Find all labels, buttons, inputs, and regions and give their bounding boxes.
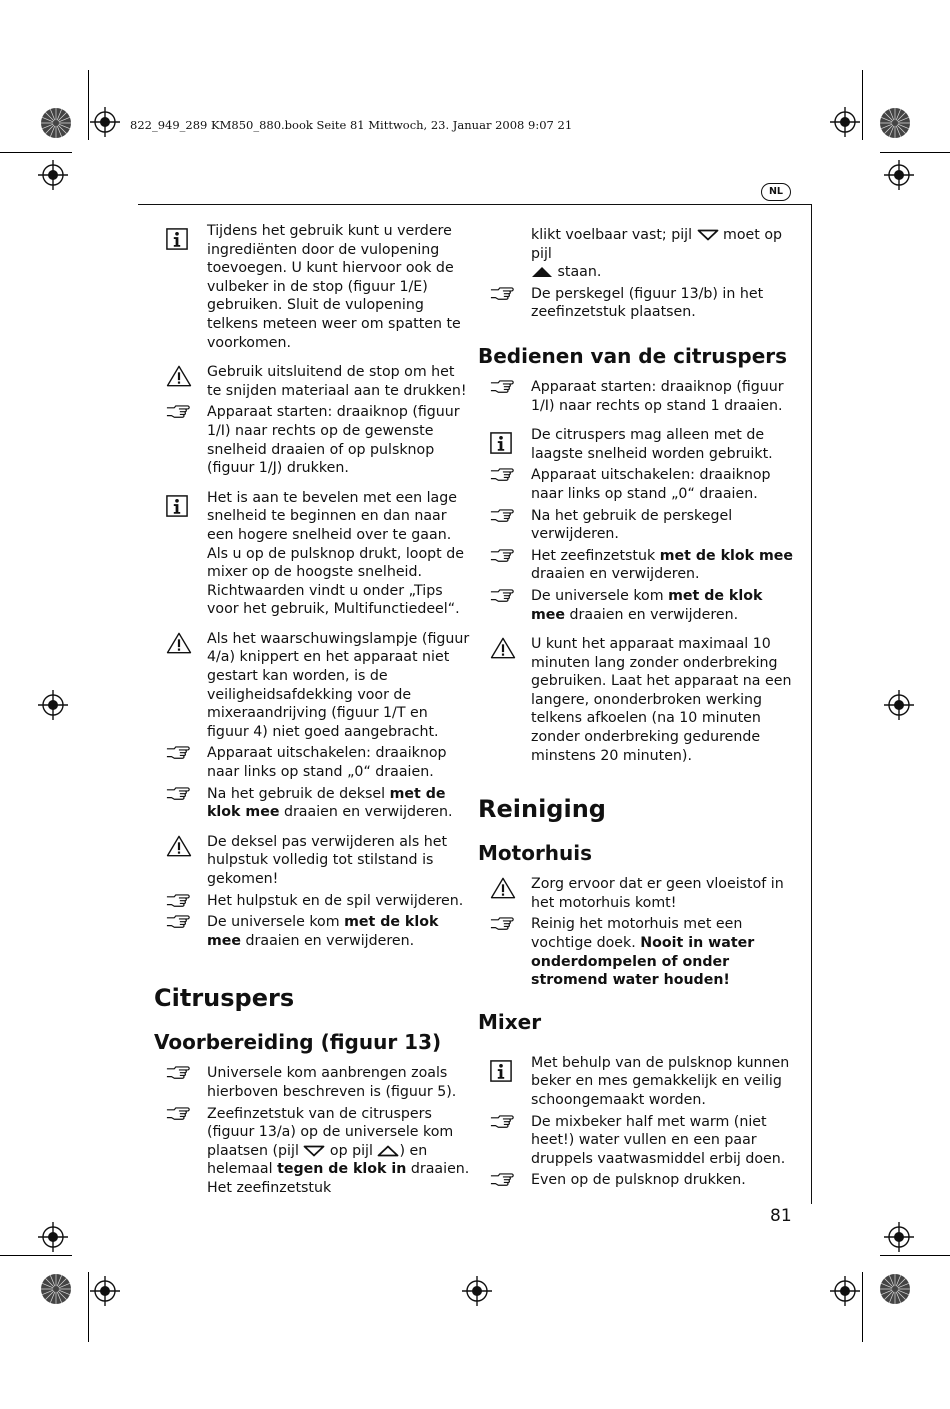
hand-pointer-icon: [490, 548, 514, 563]
arrow-up-triangle-icon: [377, 1145, 399, 1157]
language-badge: NL: [761, 183, 791, 201]
list-item: Na het gebruik de perskegel verwijderen.: [478, 507, 794, 544]
color-wheel-icon: [879, 1273, 911, 1305]
registration-mark-icon: [884, 690, 914, 720]
hand-pointer-icon: [490, 1172, 514, 1187]
heading-voorbereiding: Voorbereiding (figuur 13): [154, 1030, 442, 1055]
hand-pointer-icon: [490, 1114, 514, 1129]
heading-bedienen: Bedienen van de citruspers: [478, 343, 788, 368]
list-item: Als het waarschuwingslampje (figuur 4/a) knippert en het apparaat niet gestart kan worden, is de veiligheidsafdekking voor de mixeraandrijving (figuur 1/T en figuur 4) niet goed aangebracht.: [154, 630, 470, 742]
print-header: 822_949_289 KM850_880.book Seite 81 Mittwoch, 23. Januar 2008 9:07 21: [130, 118, 573, 132]
list-item: Zorg ervoor dat er geen vloeistof in het motorhuis komt!: [478, 875, 794, 912]
list-item: Het is aan te bevelen met een lage snelheid te beginnen en dan naar een hogere snelheid over te gaan. Als u op de pulsknop drukt, loopt de mixer op de hoogste snelheid. Richtwaarden vindt u onder „Tips voor het gebruik, Multifunctiedeel“.: [154, 489, 470, 619]
list-item: De citruspers mag alleen met de laagste snelheid worden gebruikt.: [478, 426, 794, 463]
heading-citruspers: Citruspers: [154, 984, 295, 1013]
heading-reiniging: Reiniging: [478, 795, 606, 824]
info-icon: [490, 432, 512, 454]
right-column: [478, 226, 794, 1193]
registration-mark-icon: [38, 690, 68, 720]
list-item: Universele kom aanbrengen zoals hierboven beschreven is (figuur 5).: [154, 1064, 470, 1101]
warning-icon: [166, 835, 192, 857]
hand-pointer-icon: [166, 893, 190, 908]
registration-mark-icon: [90, 107, 120, 137]
list-item: Even op de pulsknop drukken.: [478, 1171, 794, 1190]
list-item: De deksel pas verwijderen als het hulpstuk volledig tot stilstand is gekomen!: [154, 833, 470, 889]
info-icon: [166, 495, 188, 517]
list-item: U kunt het apparaat maximaal 10 minuten lang zonder onderbreking gebruiken. Laat het apparaat na een langere, ononderbroken werking telkens afkoelen (na 10 minuten zonder onderbreking gedurende minstens 20 minuten).: [478, 635, 794, 765]
list-item: De mixbeker half met warm (niet heet!) water vullen en een paar druppels vaatwasmiddel erbij doen.: [478, 1113, 794, 1169]
registration-mark-icon: [830, 1276, 860, 1306]
registration-mark-icon: [884, 160, 914, 190]
warning-icon: [490, 637, 516, 659]
hand-pointer-icon: [490, 588, 514, 603]
hand-pointer-icon: [166, 1106, 190, 1121]
heading-motorhuis: Motorhuis: [478, 841, 593, 866]
list-item: Apparaat uitschakelen: draaiknop naar links op stand „0“ draaien.: [478, 466, 794, 503]
list-item-continued: klikt voelbaar vast; pijl moet op pijl staan.: [531, 227, 783, 281]
registration-mark-icon: [830, 107, 860, 137]
list-item: Gebruik uitsluitend de stop om het te snijden materiaal aan te drukken!: [154, 363, 470, 400]
hand-pointer-icon: [490, 508, 514, 523]
list-item: Met behulp van de pulsknop kunnen beker en mes gemakkelijk en veilig schoongemaakt worden.: [478, 1054, 794, 1110]
list-item: Apparaat starten: draaiknop (figuur 1/I) naar rechts op de gewenste snelheid draaien of op pulsknop (figuur 1/J) drukken.: [154, 403, 470, 477]
list-item: Zeefinzetstuk van de citruspers (figuur 13/a) op de universele kom plaatsen (pijl op pijl ) en helemaal tegen de klok in draaien. Het zeefinzetstuk: [154, 1105, 470, 1198]
registration-mark-icon: [90, 1276, 120, 1306]
info-icon: [490, 1060, 512, 1082]
warning-icon: [166, 632, 192, 654]
list-item: Apparaat starten: draaiknop (figuur 1/I) naar rechts op stand 1 draaien.: [478, 378, 794, 415]
hand-pointer-icon: [490, 286, 514, 301]
list-item: Na het gebruik de deksel met de klok mee draaien en verwijderen.: [154, 785, 470, 822]
list-item: De universele kom met de klok mee draaien en verwijderen.: [154, 913, 470, 950]
info-icon: [166, 228, 188, 250]
hand-pointer-icon: [166, 786, 190, 801]
hand-pointer-icon: [490, 379, 514, 394]
list-item: Apparaat uitschakelen: draaiknop naar links op stand „0“ draaien.: [154, 744, 470, 781]
list-item: Het hulpstuk en de spil verwijderen.: [154, 892, 470, 911]
heading-mixer: Mixer: [478, 1009, 542, 1034]
hand-pointer-icon: [166, 404, 190, 419]
page-number: 81: [770, 1206, 792, 1226]
color-wheel-icon: [879, 107, 911, 139]
list-item: De universele kom met de klok mee draaien en verwijderen.: [478, 587, 794, 624]
list-item: Tijdens het gebruik kunt u verdere ingrediënten door de vulopening toevoegen. U kunt hiervoor ook de vulbeker in de stop (figuur 1/E) gebruiken. Sluit de vulopening telkens meteen weer om spatten te voorkomen.: [154, 222, 470, 352]
hand-pointer-icon: [166, 745, 190, 760]
hand-pointer-icon: [166, 1065, 190, 1080]
warning-icon: [490, 877, 516, 899]
list-item: De perskegel (figuur 13/b) in het zeefinzetstuk plaatsen.: [478, 285, 794, 322]
hand-pointer-icon: [490, 467, 514, 482]
arrow-down-triangle-icon: [697, 229, 719, 241]
color-wheel-icon: [40, 1273, 72, 1305]
top-rule: [138, 204, 812, 205]
warning-icon: [166, 365, 192, 387]
right-rule: [811, 204, 812, 1204]
list-item: Het zeefinzetstuk met de klok mee draaien en verwijderen.: [478, 547, 794, 584]
arrow-down-triangle-icon: [303, 1145, 325, 1157]
registration-mark-icon: [38, 160, 68, 190]
registration-mark-icon: [38, 1222, 68, 1252]
registration-mark-icon: [462, 1276, 492, 1306]
list-item: Reinig het motorhuis met een vochtige doek. Nooit in water onderdompelen of onder stromend water houden!: [478, 915, 794, 989]
hand-pointer-icon: [490, 916, 514, 931]
arrow-up-solid-triangle-icon: [531, 266, 553, 278]
hand-pointer-icon: [166, 914, 190, 929]
color-wheel-icon: [40, 107, 72, 139]
left-column: [154, 222, 470, 1201]
registration-mark-icon: [884, 1222, 914, 1252]
